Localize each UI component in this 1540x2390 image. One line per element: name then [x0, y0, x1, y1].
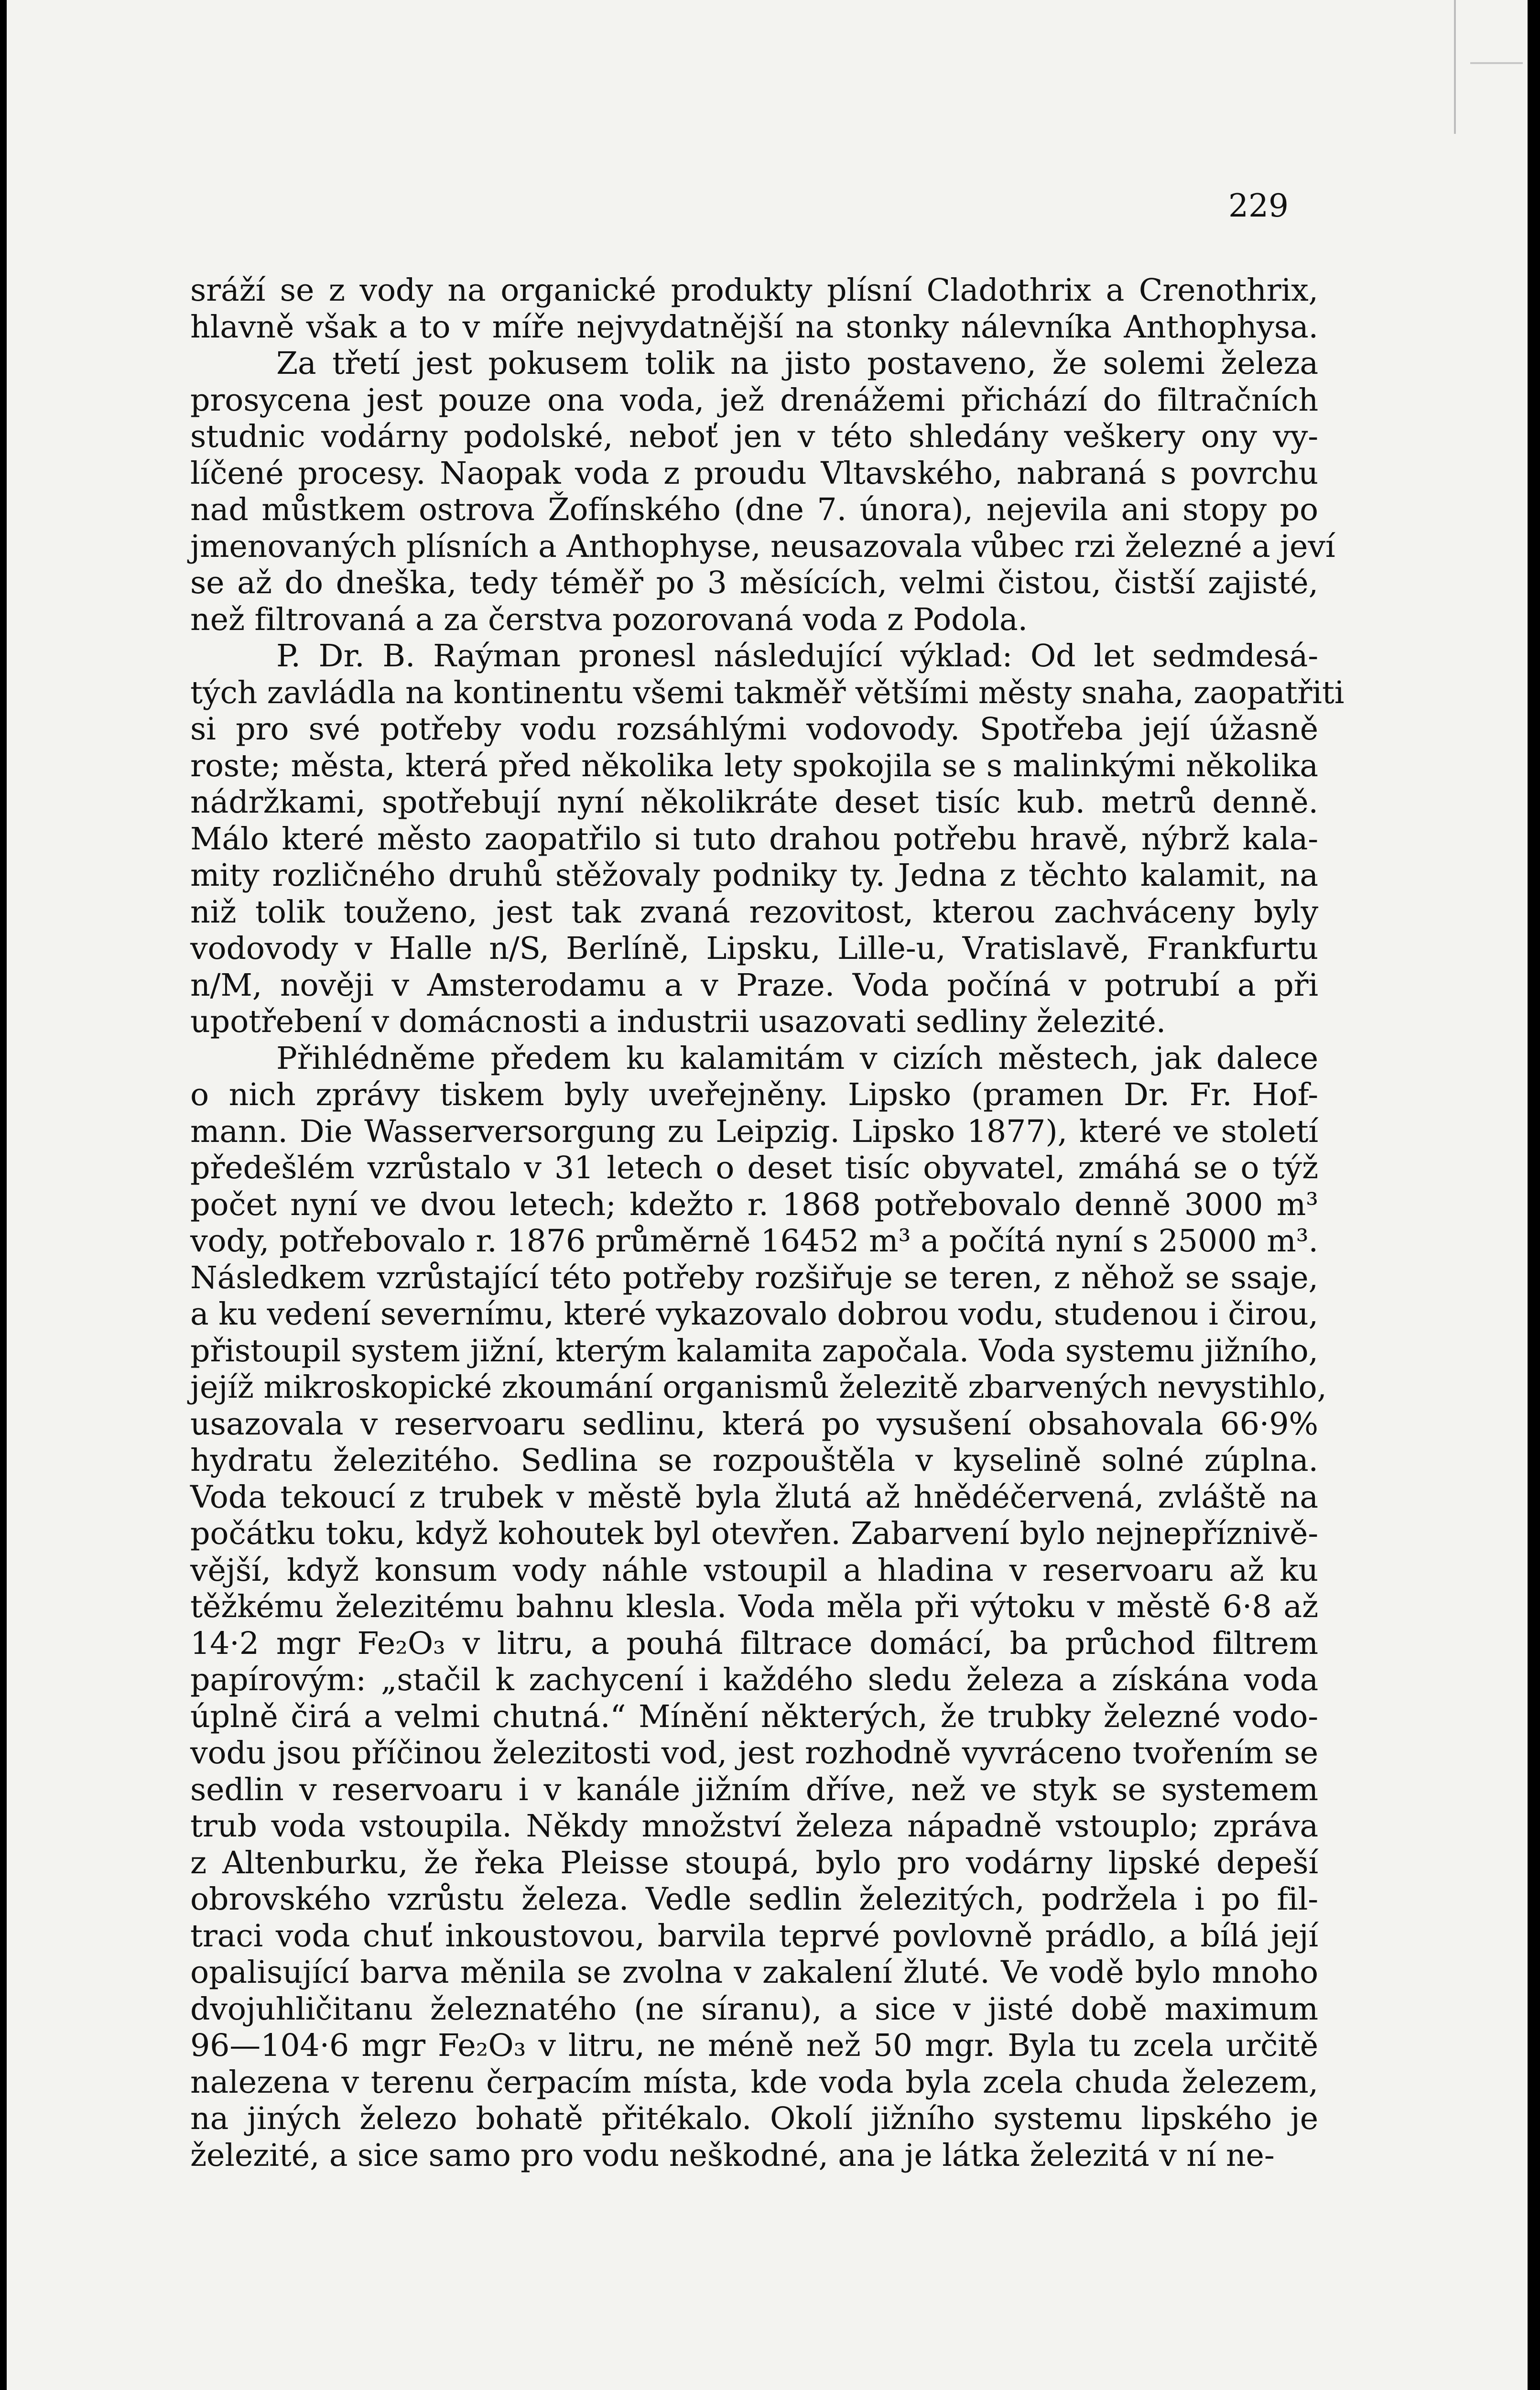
text-line: jmenovaných plísních a Anthophyse, neusazovala vůbec rzi železné a jeví — [190, 528, 1335, 565]
text-line: vody, potřebovalo r. 1876 průměrně 16452 m³ a počítá nyní s 25000 m³. — [190, 1223, 1318, 1259]
text-line: a ku vedení severnímu, které vykazovalo dobrou vodu, studenou i čirou, — [190, 1296, 1318, 1332]
text-line: než filtrovaná a za čerstva pozorovaná voda z Podola. — [190, 601, 1028, 638]
page-edge — [1454, 0, 1528, 134]
text-line: se až do dneška, tedy téměř po 3 měsících, velmi čistou, čistší zajisté, — [190, 565, 1318, 601]
text-line: dvojuhličitanu železnatého (ne síranu), a sice v jisté době maximum — [190, 1991, 1318, 2027]
book-page — [7, 0, 1528, 2390]
text-line: trub voda vstoupila. Někdy množství železa nápadně vstouplo; zpráva — [190, 1808, 1318, 1844]
text-line: těžkému železitému bahnu klesla. Voda měla při výtoku v městě 6·8 až — [190, 1589, 1318, 1625]
text-line: mann. Die Wasserversorgung zu Leipzig. Lipsko 1877), které ve století — [190, 1113, 1318, 1150]
text-line: tých zavládla na kontinentu všemi takměř většími městy snaha, zaopatřiti — [190, 674, 1345, 711]
text-line: upotřebení v domácnosti a industrii usazovati sedliny železité. — [190, 1004, 1166, 1040]
text-line: studnic vodárny podolské, neboť jen v této shledány veškery ony vy- — [190, 419, 1318, 455]
text-line: P. Dr. B. Raýman pronesl následující výklad: Od let sedmdesá- — [276, 638, 1318, 674]
text-line: nad můstkem ostrova Žofínského (dne 7. února), nejevila ani stopy po — [190, 492, 1318, 528]
text-line: Voda tekoucí z trubek v městě byla žlutá až hnědéčervená, zvláště na — [190, 1479, 1318, 1515]
text-line: prosycena jest pouze ona voda, jež drenážemi přichází do filtračních — [190, 382, 1318, 418]
text-line: roste; města, která před několika lety spokojila se s malinkými několika — [190, 748, 1318, 784]
text-line: železité, a sice samo pro vodu neškodné, ana je látka železitá v ní ne- — [190, 2137, 1275, 2173]
text-line: o nich zprávy tiskem byly uveřejněny. Lipsko (pramen Dr. Fr. Hof- — [190, 1077, 1318, 1113]
text-line: jejíž mikroskopické zkoumání organismů železitě zbarvených nevystihlo, — [190, 1369, 1327, 1405]
text-line: nalezena v terenu čerpacím místa, kde voda byla zcela chuda železem, — [190, 2064, 1318, 2100]
page-number: 229 — [1228, 187, 1289, 224]
text-line: počet nyní ve dvou letech; kdežto r. 1868 potřebovalo denně 3000 m³ — [190, 1186, 1318, 1223]
text-line: usazovala v reservoaru sedlinu, která po vysušení obsahovala 66·9% — [190, 1406, 1318, 1442]
text-line: n/M, nověji v Amsterodamu a v Praze. Voda počíná v potrubí a při — [190, 967, 1318, 1003]
text-line: přistoupil system jižní, kterým kalamita započala. Voda systemu jižního, — [190, 1333, 1318, 1369]
text-line: hlavně však a to v míře nejvydatnější na stonky nálevníka Anthophysa. — [190, 309, 1318, 345]
text-line: 96—104·6 mgr Fe₂O₃ v litru, ne méně než 50 mgr. Byla tu zcela určitě — [190, 2028, 1318, 2064]
text-line: vodovody v Halle n/S, Berlíně, Lipsku, Lille-u, Vratislavě, Frankfurtu — [190, 931, 1318, 967]
text-line: vodu jsou příčinou železitosti vod, jest rozhodně vyvráceno tvořením se — [190, 1735, 1318, 1771]
text-line: papírovým: „stačil k zachycení i každého sledu železa a získána voda — [190, 1662, 1318, 1698]
body-text — [190, 272, 1345, 2174]
text-line: počátku toku, když kohoutek byl otevřen. Zabarvení bylo nejnepříznivě- — [190, 1516, 1318, 1552]
text-line: hydratu železitého. Sedlina se rozpouštěla v kyselině solné zúplna. — [190, 1443, 1318, 1478]
text-line: sedlin v reservoaru i v kanále jižním dříve, než ve styk se systemem — [190, 1771, 1318, 1808]
text-line: Málo které město zaopatřilo si tuto drahou potřebu hravě, nýbrž kala- — [190, 821, 1318, 857]
text-line: Následkem vzrůstající této potřeby rozšiřuje se teren, z něhož se ssaje, — [190, 1260, 1318, 1296]
text-line: předešlém vzrůstalo v 31 letech o deset tisíc obyvatel, zmáhá se o týž — [190, 1150, 1318, 1186]
text-line: úplně čirá a velmi chutná.“ Mínění některých, že trubky železné vodo- — [190, 1698, 1318, 1735]
text-line: vější, když konsum vody náhle vstoupil a hladina v reservoaru až ku — [190, 1552, 1318, 1588]
text-line: traci voda chuť inkoustovou, barvila teprvé povlovně prádlo, a bílá její — [190, 1918, 1318, 1954]
text-line: si pro své potřeby vodu rozsáhlými vodovody. Spotřeba její úžasně — [190, 711, 1318, 747]
text-line: nádržkami, spotřebují nyní několikráte deset tisíc kub. metrů denně. — [190, 784, 1318, 820]
text-line: mity rozličného druhů stěžovaly podniky ty. Jedna z těchto kalamit, na — [190, 858, 1318, 893]
text-line: z Altenburku, že řeka Pleisse stoupá, bylo pro vodárny lipské depeší — [190, 1845, 1318, 1881]
text-line: niž tolik touženo, jest tak zvaná rezovitost, kterou zachváceny byly — [190, 894, 1318, 930]
text-line: Přihlédněme předem ku kalamitám v cizích městech, jak dalece — [276, 1040, 1318, 1076]
text-line: Za třetí jest pokusem tolik na jisto postaveno, že solemi železa — [276, 346, 1318, 381]
text-line: 14·2 mgr Fe₂O₃ v litru, a pouhá filtrace domácí, ba průchod filtrem — [190, 1625, 1318, 1662]
text-line: opalisující barva měnila se zvolna v zakalení žluté. Ve vodě bylo mnoho — [190, 1955, 1318, 1990]
text-line: líčené procesy. Naopak voda z proudu Vltavského, nabraná s povrchu — [190, 455, 1318, 491]
text-line: sráží se z vody na organické produkty plísní Cladothrix a Crenothrix, — [190, 272, 1318, 308]
text-line: obrovského vzrůstu železa. Vedle sedlin železitých, podržela i po fil- — [190, 1881, 1318, 1917]
text-line: na jiných železo bohatě přitékalo. Okolí jižního systemu lipského je — [190, 2101, 1318, 2137]
